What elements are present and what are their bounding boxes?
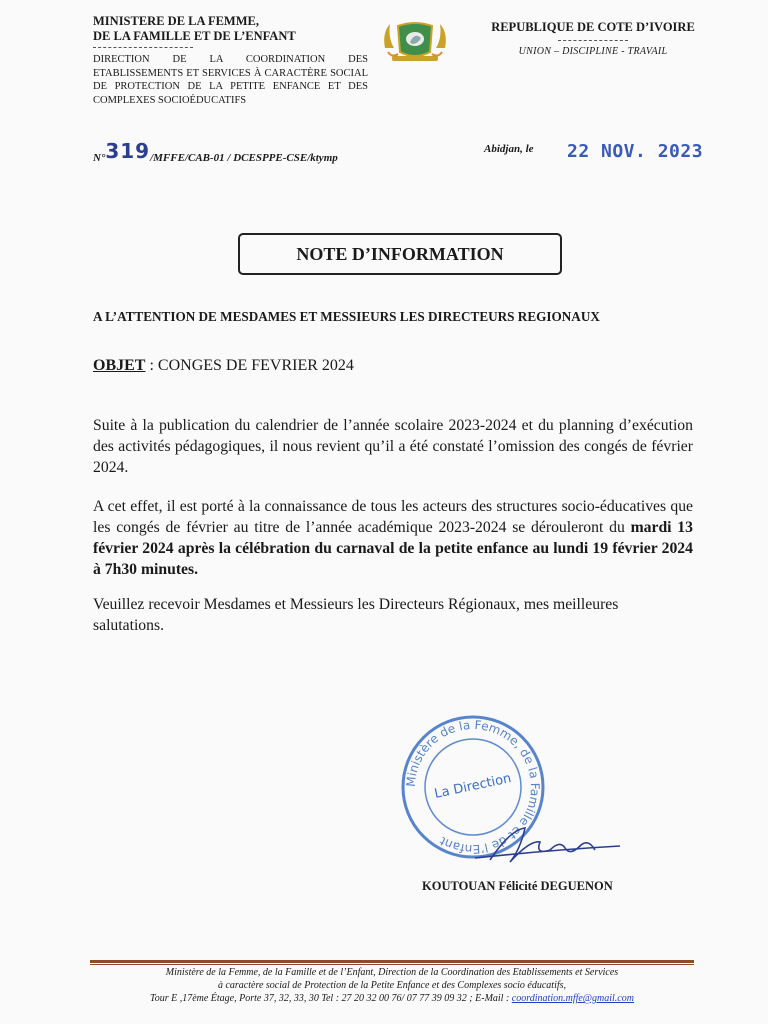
body-paragraph-1: Suite à la publication du calendrier de l’année scolaire 2023-2024 et du planning d’exécution des activités pédagogiques, il nous revient qu’il a été constaté l’omission des congés de février 2024. bbox=[93, 417, 693, 476]
footer-line-1: Ministère de la Femme, de la Famille et de l’Enfant, Direction de la Coordination des Etablissements et Services bbox=[165, 967, 619, 978]
stamp-center-text: La Direction bbox=[433, 771, 513, 802]
subject-line bbox=[93, 357, 354, 375]
ministry-header bbox=[93, 14, 368, 107]
body-paragraph-2 bbox=[93, 496, 693, 580]
subject-label: OBJET bbox=[93, 357, 146, 374]
note-title: NOTE D’INFORMATION bbox=[296, 243, 504, 264]
direction-name: DIRECTION DE LA COORDINATION DES ETABLISSEMENTS ET SERVICES À CARACTÈRE SOCIAL DE PROTECTION DE LA PETITE ENFANCE ET DES COMPLEXES SOCIOÉDUCATIFS bbox=[93, 54, 368, 106]
reference-number bbox=[93, 139, 338, 166]
subject-text: CONGES DE FEVRIER 2024 bbox=[157, 357, 354, 374]
signatory-name: KOUTOUAN Félicité DEGUENON bbox=[422, 879, 613, 893]
footer-line-2: à caractère social de Protection de la Petite Enfance et des Complexes socio éducatifs, bbox=[217, 980, 567, 991]
signature bbox=[470, 820, 630, 870]
note-title-box bbox=[238, 233, 562, 275]
header-divider bbox=[93, 47, 193, 48]
body-paragraph-2-text: A cet effet, il est porté à la connaissance de tous les acteurs des structures socio-éducatives que les congés de février au titre de l’année académique 2023-2024 se dérouleront du bbox=[93, 498, 693, 536]
body-paragraph-2-dates: mardi 13 février 2024 après la célébration du carnaval de la petite enfance au lundi 19 février 2024 à 7h30 minutes. bbox=[93, 519, 693, 578]
republic-header bbox=[478, 20, 708, 57]
ministry-name-line2: DE LA FAMILLE ET DE L’ENFANT bbox=[93, 29, 296, 43]
republic-name: REPUBLIQUE DE COTE D’IVOIRE bbox=[491, 20, 695, 34]
footer-rule bbox=[90, 960, 694, 963]
attention-line: A L’ATTENTION DE MESDAMES ET MESSIEURS LES DIRECTEURS REGIONAUX bbox=[93, 309, 600, 324]
place-label: Abidjan, le bbox=[484, 143, 534, 155]
republic-divider bbox=[558, 40, 628, 41]
footer-line-3 bbox=[90, 992, 694, 1005]
footer-contact: Tour E ,17ème Étage, Porte 37, 32, 33, 30 Tel : 27 20 32 00 76/ 07 77 39 09 32 ; E-Mail : bbox=[150, 993, 512, 1004]
stamp-outer-text: Ministère de la Femme, de la Famille et de l’Enfant bbox=[403, 717, 543, 857]
footer-rule-thin bbox=[90, 964, 694, 965]
ministry-name-line1: MINISTERE DE LA FEMME, bbox=[93, 14, 259, 28]
reference-suffix: /MFFE/CAB-01 / DCESPPE-CSE/ktymp bbox=[150, 152, 338, 164]
subject-separator: : bbox=[145, 357, 158, 374]
reference-handwritten-number: 319 bbox=[105, 139, 151, 163]
national-motto: UNION – DISCIPLINE - TRAVAIL bbox=[518, 46, 668, 57]
reference-prefix: N° bbox=[93, 152, 106, 164]
coat-of-arms-emblem bbox=[380, 18, 450, 64]
body-paragraph-3: Veuillez recevoir Mesdames et Messieurs les Directeurs Régionaux, mes meilleures salutations. bbox=[93, 596, 619, 634]
date-stamp: 22 NOV. 2023 bbox=[567, 141, 704, 162]
footer bbox=[90, 966, 694, 1005]
footer-email-link[interactable]: coordination.mffe@gmail.com bbox=[511, 993, 634, 1004]
